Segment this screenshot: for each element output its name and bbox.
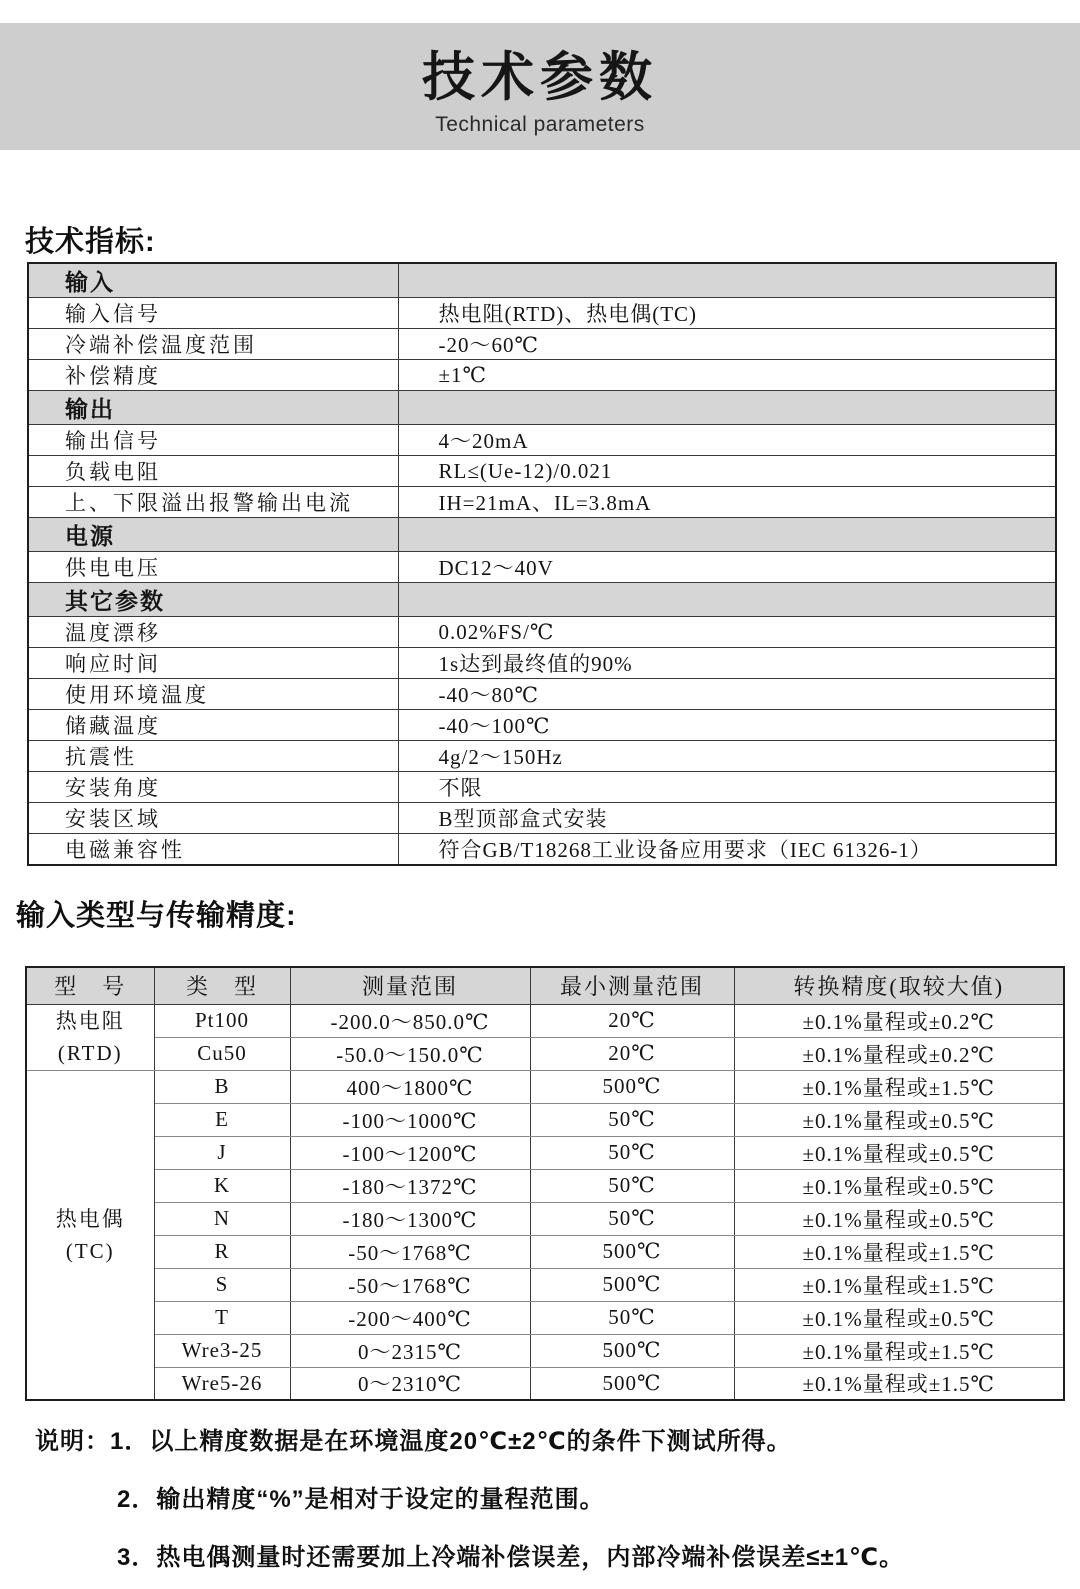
accuracy-cell: ±0.1%量程或±0.5℃ (734, 1103, 1064, 1136)
type-cell: B (154, 1070, 290, 1103)
specs-section-label: 输出 (28, 391, 398, 425)
type-cell: N (154, 1202, 290, 1235)
spec-label: 安装角度 (28, 772, 398, 803)
specs-section-spacer (398, 583, 1056, 617)
type-cell: J (154, 1136, 290, 1169)
accuracy-cell: ±0.1%量程或±0.5℃ (734, 1301, 1064, 1334)
min-range-cell: 20℃ (530, 1037, 734, 1070)
spec-label: 供电电压 (28, 552, 398, 583)
specs-section-label: 电源 (28, 518, 398, 552)
spec-label: 使用环境温度 (28, 679, 398, 710)
spec-value: 不限 (398, 772, 1056, 803)
type-cell: K (154, 1169, 290, 1202)
specs-row (28, 456, 1056, 487)
col-header-model: 型 号 (26, 967, 154, 1004)
accuracy-row (26, 1202, 1064, 1235)
min-range-cell: 50℃ (530, 1169, 734, 1202)
range-cell: 400～1800℃ (290, 1070, 530, 1103)
accuracy-row (26, 1169, 1064, 1202)
page-subtitle: Technical parameters (435, 113, 645, 136)
accuracy-cell: ±0.1%量程或±1.5℃ (734, 1070, 1064, 1103)
type-cell: Cu50 (154, 1037, 290, 1070)
specs-section-spacer (398, 263, 1056, 298)
note-line-1 (35, 1426, 1055, 1458)
specs-table (27, 262, 1057, 866)
min-range-cell: 50℃ (530, 1136, 734, 1169)
specs-section-row (28, 583, 1056, 617)
range-cell: 0～2315℃ (290, 1334, 530, 1367)
specs-row (28, 741, 1056, 772)
spec-label: 储藏温度 (28, 710, 398, 741)
spec-label: 冷端补偿温度范围 (28, 329, 398, 360)
accuracy-row (26, 1103, 1064, 1136)
min-range-cell: 500℃ (530, 1268, 734, 1301)
range-cell: -100～1200℃ (290, 1136, 530, 1169)
accuracy-row (26, 1037, 1064, 1070)
note-text-2: 2．输出精度“%”是相对于设定的量程范围。 (117, 1486, 605, 1513)
specs-section-spacer (398, 518, 1056, 552)
type-cell: Wre3-25 (154, 1334, 290, 1367)
specs-heading: 技术指标: (25, 226, 156, 258)
specs-section-label: 输入 (28, 263, 398, 298)
accuracy-row (26, 1235, 1064, 1268)
specs-row (28, 679, 1056, 710)
range-cell: 0～2310℃ (290, 1367, 530, 1400)
accuracy-row (26, 1334, 1064, 1367)
type-cell: R (154, 1235, 290, 1268)
notes (35, 1426, 1055, 1589)
accuracy-cell: ±0.1%量程或±1.5℃ (734, 1367, 1064, 1400)
range-cell: -50～1768℃ (290, 1268, 530, 1301)
col-header-minrange: 最小测量范围 (530, 967, 734, 1004)
min-range-cell: 500℃ (530, 1070, 734, 1103)
spec-value: ±1℃ (398, 360, 1056, 391)
accuracy-header-row (26, 967, 1064, 1004)
note-text-3: 3．热电偶测量时还需要加上冷端补偿误差，内部冷端补偿误差≤±1℃。 (117, 1544, 905, 1571)
specs-section-row (28, 263, 1056, 298)
accuracy-heading: 输入类型与传输精度: (16, 900, 297, 932)
spec-label: 补偿精度 (28, 360, 398, 391)
type-cell: Pt100 (154, 1004, 290, 1037)
accuracy-row (26, 1268, 1064, 1301)
range-cell: -180～1372℃ (290, 1169, 530, 1202)
col-header-type: 类 型 (154, 967, 290, 1004)
spec-label: 电磁兼容性 (28, 834, 398, 866)
range-cell: -50.0～150.0℃ (290, 1037, 530, 1070)
accuracy-table-body (26, 1004, 1064, 1400)
spec-label: 温度漂移 (28, 617, 398, 648)
specs-row (28, 710, 1056, 741)
specs-row (28, 552, 1056, 583)
range-cell: -50～1768℃ (290, 1235, 530, 1268)
min-range-cell: 500℃ (530, 1367, 734, 1400)
range-cell: -200～400℃ (290, 1301, 530, 1334)
specs-section-label: 其它参数 (28, 583, 398, 617)
specs-row (28, 803, 1056, 834)
specs-row (28, 834, 1056, 866)
spec-value: 符合GB/T18268工业设备应用要求（IEC 61326-1） (398, 834, 1056, 866)
spec-value: 1s达到最终值的90% (398, 648, 1056, 679)
min-range-cell: 50℃ (530, 1301, 734, 1334)
type-cell: S (154, 1268, 290, 1301)
spec-label: 上、下限溢出报警输出电流 (28, 487, 398, 518)
spec-value: 热电阻(RTD)、热电偶(TC) (398, 298, 1056, 329)
accuracy-row (26, 1004, 1064, 1037)
type-cell: Wre5-26 (154, 1367, 290, 1400)
min-range-cell: 500℃ (530, 1334, 734, 1367)
accuracy-row (26, 1070, 1064, 1103)
note-line-2 (117, 1484, 1055, 1516)
spec-value: DC12～40V (398, 552, 1056, 583)
spec-label: 负载电阻 (28, 456, 398, 487)
spec-value: -40～80℃ (398, 679, 1056, 710)
accuracy-cell: ±0.1%量程或±1.5℃ (734, 1268, 1064, 1301)
accuracy-table (25, 966, 1065, 1401)
range-cell: -180～1300℃ (290, 1202, 530, 1235)
accuracy-cell: ±0.1%量程或±1.5℃ (734, 1334, 1064, 1367)
specs-row (28, 329, 1056, 360)
spec-value: 4～20mA (398, 425, 1056, 456)
col-header-accuracy: 转换精度(取较大值) (734, 967, 1064, 1004)
specs-row (28, 648, 1056, 679)
specs-row (28, 360, 1056, 391)
specs-row (28, 487, 1056, 518)
col-header-range: 测量范围 (290, 967, 530, 1004)
accuracy-cell: ±0.1%量程或±0.2℃ (734, 1037, 1064, 1070)
notes-prefix: 说明： (35, 1428, 110, 1455)
min-range-cell: 50℃ (530, 1202, 734, 1235)
min-range-cell: 500℃ (530, 1235, 734, 1268)
spec-label: 输出信号 (28, 425, 398, 456)
spec-value: RL≤(Ue-12)/0.021 (398, 456, 1056, 487)
page-title: 技术参数 (422, 48, 658, 107)
note-text-1: 1．以上精度数据是在环境温度20℃±2℃的条件下测试所得。 (110, 1428, 792, 1455)
specs-table-body (28, 263, 1056, 865)
spec-value: 4g/2～150Hz (398, 741, 1056, 772)
accuracy-cell: ±0.1%量程或±0.5℃ (734, 1169, 1064, 1202)
specs-row (28, 617, 1056, 648)
spec-value: -40～100℃ (398, 710, 1056, 741)
spec-value: 0.02%FS/℃ (398, 617, 1056, 648)
spec-value: -20～60℃ (398, 329, 1056, 360)
spec-label: 抗震性 (28, 741, 398, 772)
accuracy-cell: ±0.1%量程或±0.5℃ (734, 1136, 1064, 1169)
note-line-3 (117, 1542, 1055, 1574)
spec-label: 响应时间 (28, 648, 398, 679)
accuracy-row (26, 1367, 1064, 1400)
model-cell: 热电偶 (TC) (26, 1070, 154, 1400)
accuracy-cell: ±0.1%量程或±0.2℃ (734, 1004, 1064, 1037)
spec-label: 输入信号 (28, 298, 398, 329)
title-band (0, 23, 1080, 150)
specs-section-spacer (398, 391, 1056, 425)
accuracy-row (26, 1136, 1064, 1169)
range-cell: -100～1000℃ (290, 1103, 530, 1136)
range-cell: -200.0～850.0℃ (290, 1004, 530, 1037)
specs-section-row (28, 391, 1056, 425)
spec-value: B型顶部盒式安装 (398, 803, 1056, 834)
specs-row (28, 772, 1056, 803)
min-range-cell: 50℃ (530, 1103, 734, 1136)
specs-row (28, 425, 1056, 456)
accuracy-row (26, 1301, 1064, 1334)
spec-value: IH=21mA、IL=3.8mA (398, 487, 1056, 518)
type-cell: E (154, 1103, 290, 1136)
accuracy-cell: ±0.1%量程或±1.5℃ (734, 1235, 1064, 1268)
model-cell: 热电阻 (RTD) (26, 1004, 154, 1070)
accuracy-cell: ±0.1%量程或±0.5℃ (734, 1202, 1064, 1235)
specs-row (28, 298, 1056, 329)
specs-section-row (28, 518, 1056, 552)
min-range-cell: 20℃ (530, 1004, 734, 1037)
spec-label: 安装区域 (28, 803, 398, 834)
type-cell: T (154, 1301, 290, 1334)
